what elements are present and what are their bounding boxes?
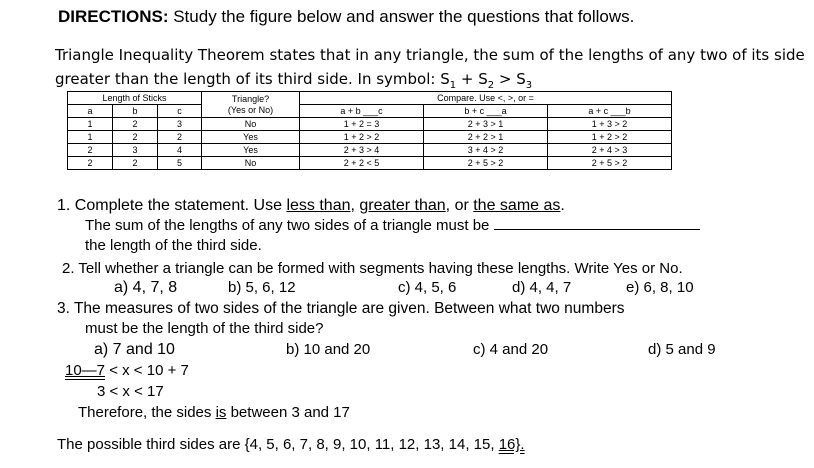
cell: 3 + 4 > 2 <box>424 144 548 157</box>
cell: 1 + 2 > 2 <box>548 131 672 144</box>
sub-2: 2 <box>487 80 495 91</box>
table-row <box>68 131 672 144</box>
cell: 3 <box>113 144 158 157</box>
q3-option-b: b) 10 and 20 <box>286 341 371 358</box>
header-length-of-sticks: Length of Sticks <box>68 92 202 105</box>
cell: 2 <box>113 118 158 131</box>
header-triangle <box>202 92 300 118</box>
table-row <box>68 144 672 157</box>
gt-s: > S <box>494 70 526 88</box>
q3-line-1: 3. The measures of two sides of the triangle are given. Between what two numbers <box>57 300 625 317</box>
work-line-4 <box>57 436 525 453</box>
directions-text: Study the figure below and answer the questions that follows. <box>168 7 635 26</box>
work-line-1-underlined: 10—7 <box>65 362 106 379</box>
cell: 3 <box>158 118 202 131</box>
cell: 4 <box>158 144 202 157</box>
comparison-table <box>67 91 672 170</box>
q2-statement: 2. Tell whether a triangle can be formed with segments having these lengths. Write Yes or No. <box>62 260 683 277</box>
subheader-a-plus-c: a + c ___b <box>548 105 672 118</box>
table-group-header-row <box>68 92 672 105</box>
q1-line-2-text: The sum of the lengths of any two sides of a triangle must be <box>85 217 494 234</box>
cell: 2 + 5 > 2 <box>424 157 548 170</box>
cell: 2 + 3 > 1 <box>424 118 548 131</box>
cell: 2 + 4 > 3 <box>548 144 672 157</box>
work-line-3-is: is <box>215 404 227 421</box>
q1-line-3: the length of the third side. <box>85 237 262 254</box>
header-triangle-label: Triangle? <box>231 93 270 104</box>
directions-label: DIRECTIONS: <box>58 7 169 26</box>
table-row <box>68 157 672 170</box>
cell: 2 + 2 < 5 <box>300 157 424 170</box>
plus-s: + S <box>456 70 488 88</box>
q2-option-e: e) 6, 8, 10 <box>626 279 694 296</box>
cell: 2 + 3 > 4 <box>300 144 424 157</box>
q1-sep2: , or <box>445 197 474 214</box>
theorem-line-1: Triangle Inequality Theorem states that in any triangle, the sum of the lengths of any two of its side <box>55 46 805 64</box>
cell: 5 <box>158 157 202 170</box>
q2-option-d: d) 4, 4, 7 <box>512 279 572 296</box>
cell: 2 <box>68 144 113 157</box>
cell: 2 <box>113 131 158 144</box>
cell: 1 <box>68 118 113 131</box>
work-line-2: 3 < x < 17 <box>97 383 164 400</box>
cell: 2 + 5 > 2 <box>548 157 672 170</box>
q1-sep1: , <box>350 197 360 214</box>
cell: No <box>202 157 300 170</box>
theorem-line-2-text: greater than the length of its third side. In symbol: S <box>55 70 450 88</box>
q1-prefix: 1. Complete the statement. Use <box>57 197 287 214</box>
cell: No <box>202 118 300 131</box>
directions-heading <box>58 7 634 27</box>
subheader-b: b <box>113 105 158 118</box>
theorem-line-2 <box>55 70 532 91</box>
cell: 1 <box>68 131 113 144</box>
q1-answer-blank[interactable] <box>494 217 700 230</box>
work-line-3 <box>78 404 350 421</box>
sub-1: 1 <box>449 80 457 91</box>
cell: 1 + 3 > 2 <box>548 118 672 131</box>
subheader-b-plus-c: b + c ___a <box>424 105 548 118</box>
cell: 2 <box>113 157 158 170</box>
q1-end: . <box>560 197 565 214</box>
cell: 2 <box>68 157 113 170</box>
header-yes-no: (Yes or No) <box>227 104 274 115</box>
table-subheader-row <box>68 105 672 118</box>
q3-option-c: c) 4 and 20 <box>473 341 549 358</box>
work-line-3-post: between 3 and 17 <box>226 404 350 421</box>
q1-line-2 <box>85 217 700 234</box>
cell: Yes <box>202 144 300 157</box>
work-line-1-rest: < x < 10 + 7 <box>105 362 189 379</box>
header-compare: Compare. Use <, >, or = <box>300 92 672 105</box>
q2-option-b: b) 5, 6, 12 <box>228 279 296 296</box>
q1-option-less-than: less than <box>286 197 351 214</box>
table-row <box>68 118 672 131</box>
subheader-c: c <box>158 105 202 118</box>
cell: 1 + 2 = 3 <box>300 118 424 131</box>
q3-option-d: d) 5 and 9 <box>648 341 716 358</box>
q1-option-greater-than: greater than <box>359 197 446 214</box>
cell: Yes <box>202 131 300 144</box>
work-line-4-last: 16}. <box>498 436 525 453</box>
q3-option-a: a) 7 and 10 <box>94 341 175 358</box>
subheader-a-plus-b: a + b ___c <box>300 105 424 118</box>
work-line-1 <box>65 362 189 379</box>
subheader-a: a <box>68 105 113 118</box>
q3-line-2: must be the length of the third side? <box>85 320 324 337</box>
cell: 1 + 2 > 2 <box>300 131 424 144</box>
work-line-3-pre: Therefore, the sides <box>78 404 216 421</box>
work-line-4-pre: The possible third sides are {4, 5, 6, 7, 8, 9, 10, 11, 12, 13, 14, 15, <box>57 436 499 453</box>
cell: 2 <box>158 131 202 144</box>
q1-option-same-as: the same as <box>473 197 561 214</box>
q2-option-c: c) 4, 5, 6 <box>398 279 457 296</box>
q2-option-a: a) 4, 7, 8 <box>114 279 178 296</box>
sub-3: 3 <box>525 80 533 91</box>
cell: 2 + 2 > 1 <box>424 131 548 144</box>
q1-statement <box>57 197 565 215</box>
